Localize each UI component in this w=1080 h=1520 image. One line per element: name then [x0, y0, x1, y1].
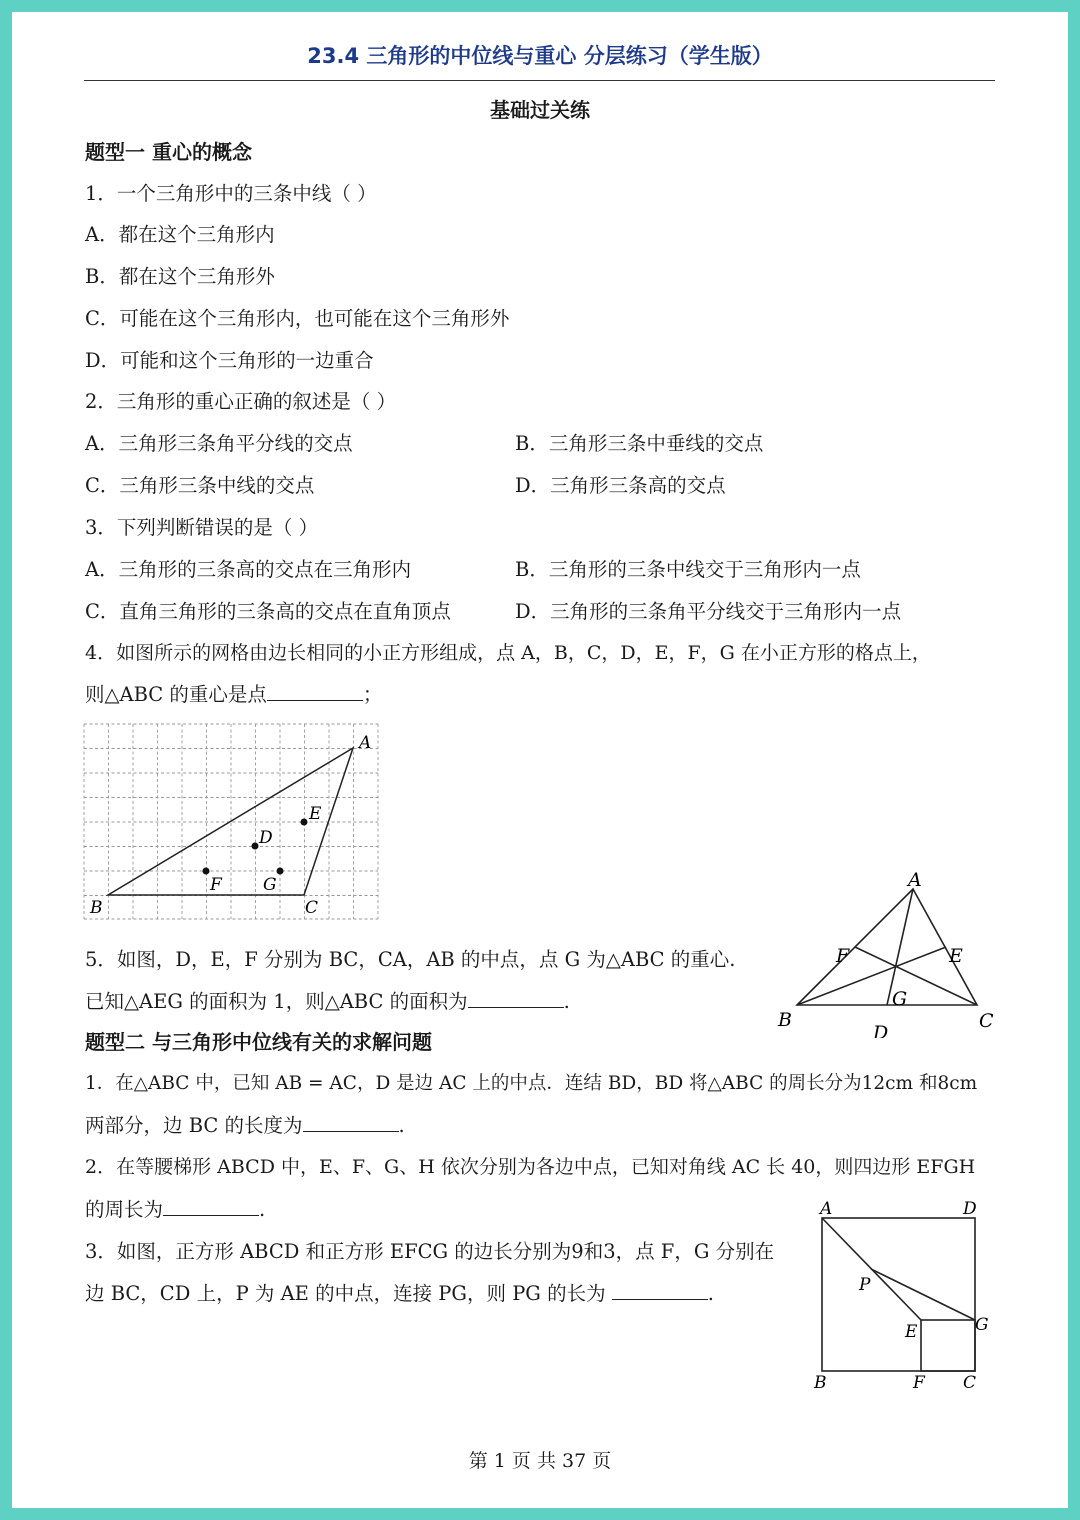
- label-g: G: [263, 875, 277, 895]
- label-e: E: [949, 945, 963, 967]
- page-footer: 第 1 页 共 37 页: [468, 1450, 612, 1472]
- t2-q3-text: 边 BC，CD 上，P 为 AE 的中点，连接 PG，则 PG 的长为: [85, 1282, 612, 1305]
- q5-line1: 5．如图，D，E，F 分别为 BC，CA，AB 的中点，点 G 为△ABC 的重心.: [85, 948, 736, 971]
- point-d: [252, 843, 259, 850]
- q3-option-a: A．三角形的三条高的交点在三角形内: [85, 558, 412, 581]
- t2-q2-answer-blank[interactable]: [163, 1197, 259, 1216]
- label-f: F: [913, 1373, 925, 1388]
- label-c: C: [979, 1010, 994, 1032]
- q3-option-c: C．直角三角形的三条高的交点在直角顶点: [85, 600, 451, 623]
- label-c: C: [963, 1373, 977, 1388]
- t2-q1-text: 两部分，边 BC 的长度为: [85, 1114, 303, 1137]
- q4-punct: ；: [362, 683, 383, 706]
- point-g: [277, 868, 284, 875]
- t2-q2-punct: .: [259, 1198, 266, 1221]
- label-g: G: [892, 988, 908, 1010]
- square-efcg: [921, 1320, 975, 1371]
- label-d: D: [873, 1022, 889, 1038]
- t2-q1-line2: [85, 1110, 405, 1138]
- t2-q2-line2: [85, 1194, 265, 1222]
- t2-q1-answer-blank[interactable]: [303, 1113, 399, 1132]
- segment-pg: [871, 1269, 975, 1320]
- q4-answer-blank[interactable]: [267, 682, 363, 701]
- q4-line2: [85, 679, 382, 707]
- q5-punct: .: [563, 990, 570, 1013]
- q3-option-b: B．三角形的三条中线交于三角形内一点: [515, 558, 861, 581]
- q2-option-a: A．三角形三条角平分线的交点: [85, 432, 353, 455]
- t2-q3-line1: 3．如图，正方形 ABCD 和正方形 EFCG 的边长分别为9和3，点 F，G 分别在: [85, 1240, 775, 1263]
- q4-text: 则△ABC 的重心是点: [85, 683, 267, 706]
- label-a: A: [359, 733, 372, 753]
- q5-text: 已知△AEG 的面积为 1，则△ABC 的面积为: [85, 990, 468, 1013]
- q5-answer-blank[interactable]: [468, 989, 564, 1008]
- type1-heading: 题型一 重心的概念: [85, 140, 252, 164]
- label-e: E: [309, 804, 322, 824]
- point-f: [203, 868, 210, 875]
- page-title: 23.4 三角形的中位线与重心 分层练习（学生版）: [307, 44, 773, 68]
- t2-q3-answer-blank[interactable]: [612, 1281, 708, 1300]
- label-f: F: [210, 875, 222, 895]
- label-a: A: [908, 869, 922, 891]
- label-d: D: [963, 1199, 977, 1219]
- q5-line2: [85, 986, 570, 1014]
- header-divider: [84, 80, 995, 81]
- section-title: 基础过关练: [490, 98, 590, 122]
- label-e: E: [905, 1322, 918, 1342]
- q2-stem: 2．三角形的重心正确的叙述是（ ）: [85, 390, 397, 413]
- label-b: B: [90, 898, 103, 918]
- q1-option-d: D．可能和这个三角形的一边重合: [85, 349, 374, 372]
- type2-heading: 题型二 与三角形中位线有关的求解问题: [85, 1030, 432, 1054]
- q2-option-c: C．三角形三条中线的交点: [85, 474, 315, 497]
- q3-stem: 3．下列判断错误的是（ ）: [85, 516, 319, 539]
- point-e: [301, 819, 308, 826]
- label-p: P: [859, 1275, 871, 1295]
- q5-triangle-figure: [772, 868, 1012, 1038]
- document-page: [12, 12, 1068, 1508]
- t2-q3-squares-figure: [802, 1198, 1012, 1388]
- q1-option-b: B．都在这个三角形外: [85, 265, 275, 288]
- label-d: D: [259, 828, 273, 848]
- t2-q3-line2: [85, 1278, 714, 1306]
- q2-option-b: B．三角形三条中垂线的交点: [515, 432, 764, 455]
- t2-q2-line1: 2．在等腰梯形 ABCD 中，E、F、G、H 依次分别为各边中点，已知对角线 AC 长 40，则四边形 EFGH: [85, 1156, 976, 1178]
- q4-line1: 4．如图所示的网格由边长相同的小正方形组成，点 A，B，C，D，E，F，G 在小正方形的格点上，: [85, 642, 931, 664]
- label-f: F: [836, 945, 850, 967]
- label-g: G: [975, 1315, 989, 1335]
- q4-grid-figure: [83, 723, 381, 921]
- q2-option-d: D．三角形三条高的交点: [515, 474, 726, 497]
- label-c: C: [305, 898, 319, 918]
- label-a: A: [820, 1199, 833, 1219]
- t2-q3-punct: .: [707, 1282, 714, 1305]
- t2-q2-text: 的周长为: [85, 1198, 164, 1221]
- q1-option-a: A．都在这个三角形内: [85, 223, 275, 246]
- label-b: B: [778, 1009, 792, 1031]
- q1-stem: 1．一个三角形中的三条中线（ ）: [85, 182, 377, 205]
- label-b: B: [814, 1373, 827, 1388]
- t2-q1-line1: 1．在△ABC 中，已知 AB = AC，D 是边 AC 上的中点．连结 BD，BD 将△ABC 的周长分为12cm 和8cm: [85, 1073, 978, 1094]
- q3-option-d: D．三角形的三条角平分线交于三角形内一点: [515, 600, 902, 623]
- q1-option-c: C．可能在这个三角形内，也可能在这个三角形外: [85, 307, 510, 330]
- t2-q1-punct: .: [398, 1114, 405, 1137]
